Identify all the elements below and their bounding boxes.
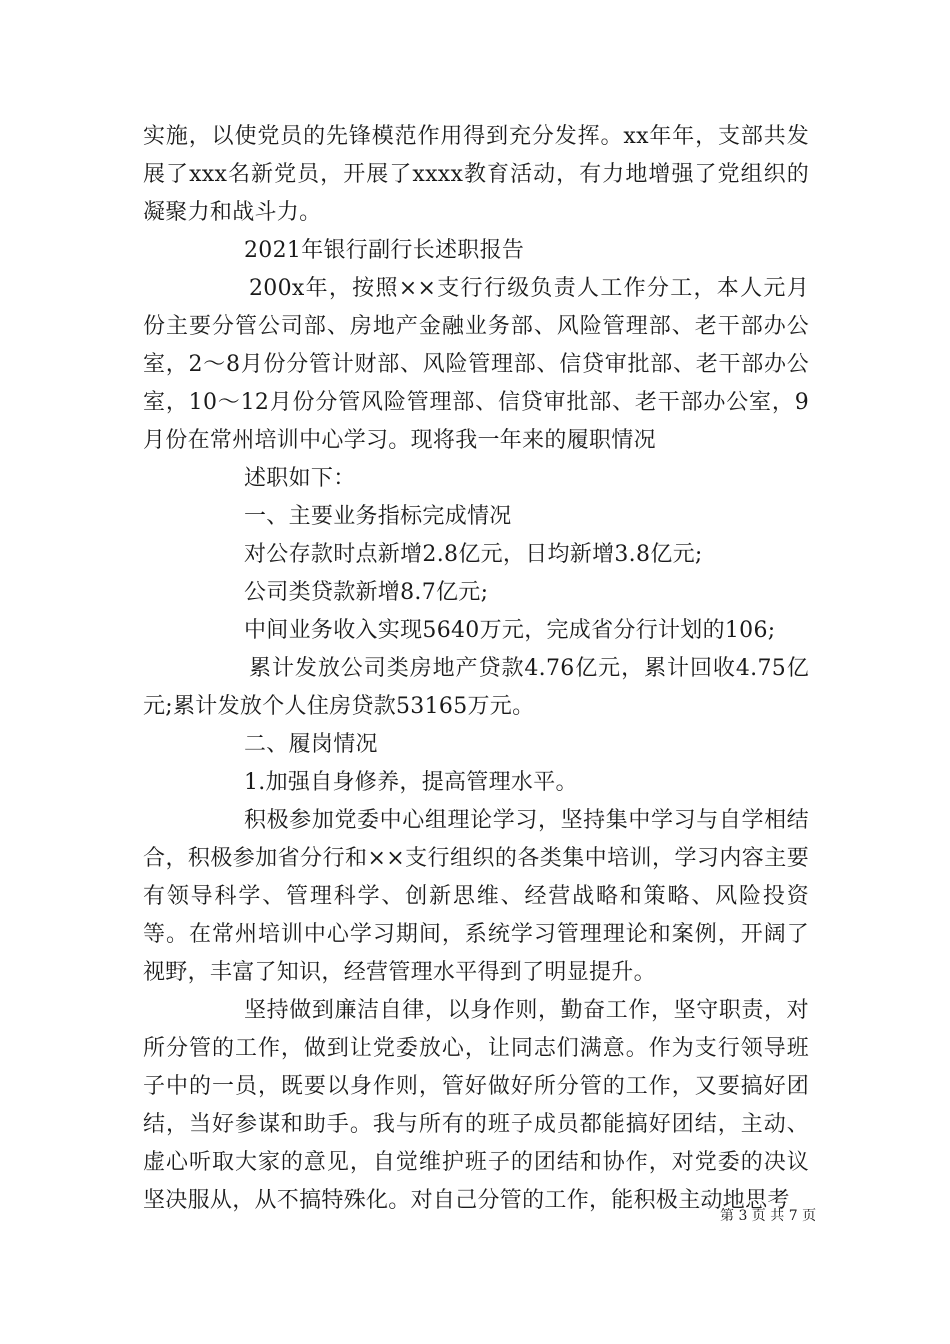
page-number-footer: 第 3 页 共 7 页 (720, 1208, 817, 1224)
paragraph-integrity: 坚持做到廉洁自律，以身作则，勤奋工作，坚守职责，对所分管的工作，做到让党委放心，让同志们满意。作为支行领导班子中的一员，既要以身作则，管好做好所分管的工作，又要搞好团结，当好参谋和助手。我与所有的班子成员都能搞好团结，主动、虚心听取大家的意见，自觉维护班子的团结和协作，对党委的决议坚决服从，从不搞特殊化。对自己分管的工作，能积极主动地思考 (143, 998, 809, 1213)
indicator-intermediate-income: 中间业务收入实现5640万元，完成省分行计划的106; (244, 618, 776, 643)
paragraph-report-intro: 述职如下： (244, 466, 356, 491)
section-heading-indicators: 一、主要业务指标完成情况 (244, 504, 512, 529)
document-body (143, 118, 809, 1220)
subsection-heading-self-cultivation: 1.加强自身修养，提高管理水平。 (244, 770, 578, 795)
paragraph-work-division: 200x年，按照××支行行级负责人工作分工，本人元月份主要分管公司部、房地产金融业务部、风险管理部、老干部办公室，2～8月份分管计财部、风险管理部、信贷审批部、老干部办公室，10～12月份分管风险管理部、信贷审批部、老干部办公室，9月份在常州培训中心学习。现将我一年来的履职情况 (143, 276, 809, 453)
section-heading-duties: 二、履岗情况 (244, 732, 378, 757)
report-title: 2021年银行副行长述职报告 (244, 238, 525, 263)
paragraph-party-development: 实施，以使党员的先锋模范作用得到充分发挥。xx年年，支部共发展了xxx名新党员，开展了xxxx教育活动，有力地增强了党组织的凝聚力和战斗力。 (143, 124, 809, 225)
indicator-corporate-loans: 公司类贷款新增8.7亿元; (244, 580, 489, 605)
indicator-real-estate-loans: 累计发放公司类房地产贷款4.76亿元，累计回收4.75亿元;累计发放个人住房贷款53165万元。 (143, 656, 809, 719)
paragraph-study: 积极参加党委中心组理论学习，坚持集中学习与自学相结合，积极参加省分行和××支行组织的各类集中培训，学习内容主要有领导科学、管理科学、创新思维、经营战略和策略、风险投资等。在常州培训中心学习期间，系统学习管理理论和案例，开阔了视野，丰富了知识，经营管理水平得到了明显提升。 (143, 808, 809, 985)
indicator-deposits: 对公存款时点新增2.8亿元，日均新增3.8亿元; (244, 542, 703, 567)
